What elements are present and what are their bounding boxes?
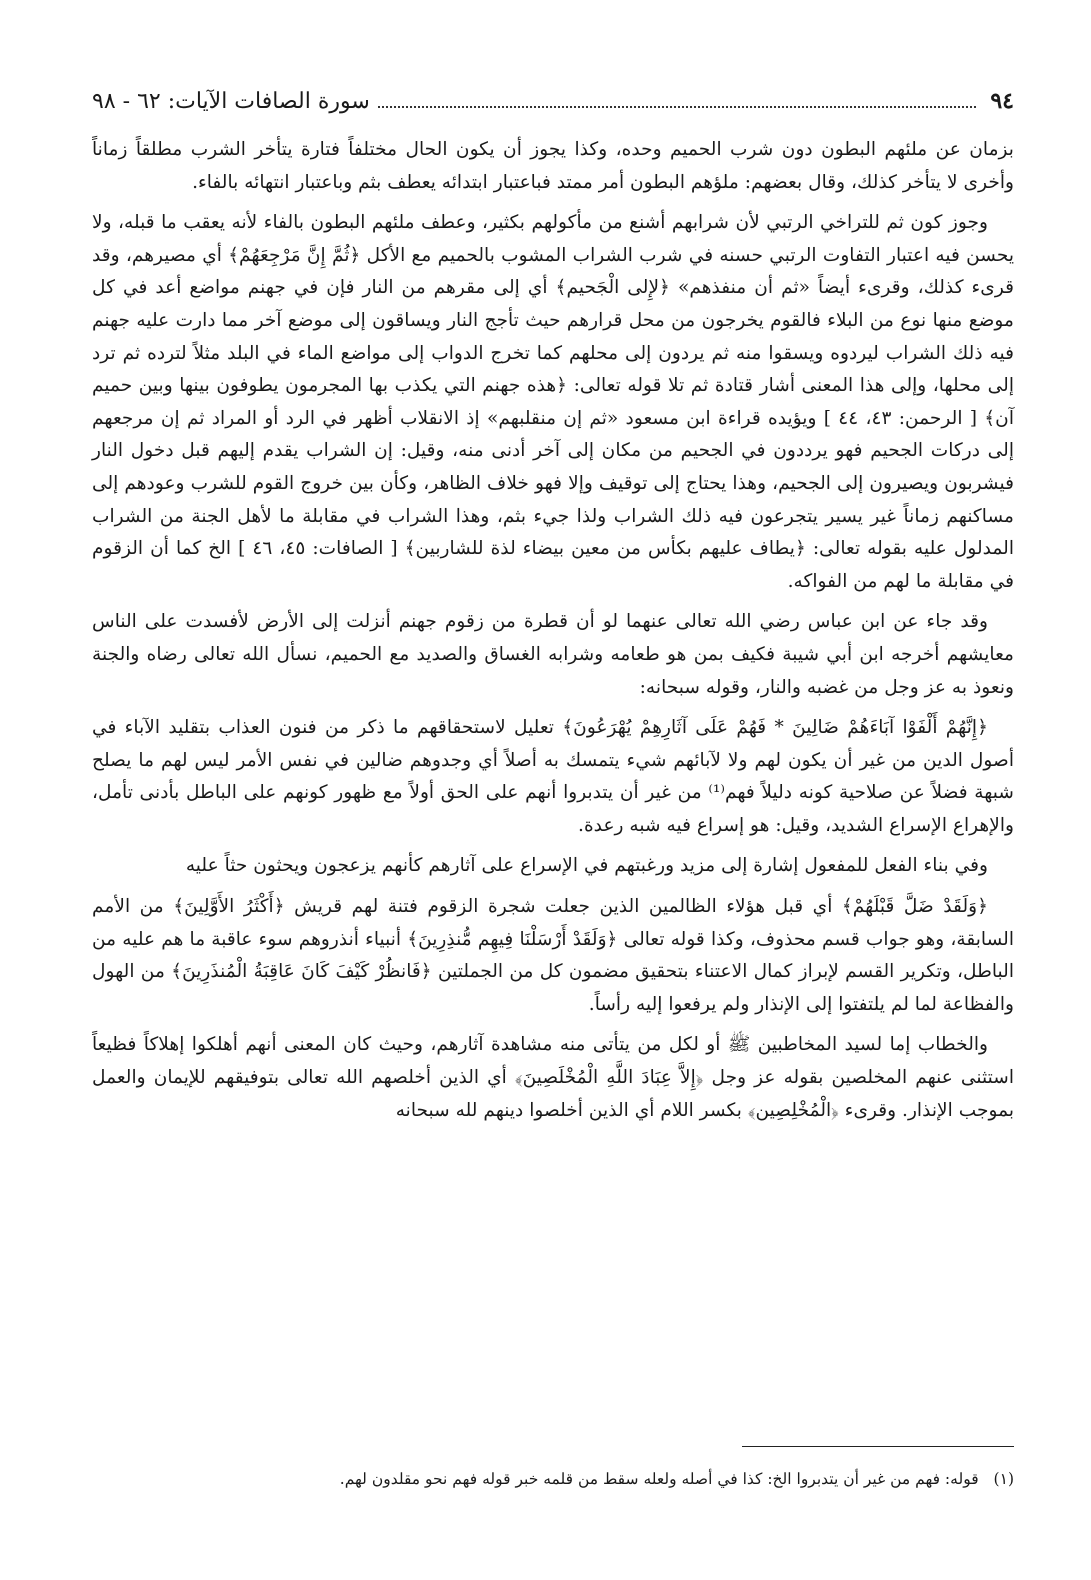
page-header (92, 88, 1014, 122)
page (92, 88, 1014, 1133)
footnote-separator (742, 1446, 1014, 1447)
footnotes (92, 1466, 1014, 1492)
paragraph-7: والخطاب إما لسيد المخاطبين ﷺ أو لكل من يتأتى منه مشاهدة آثارهم، وحيث كان المعنى أنهم أهلكوا إهلاكاً فظيعاً استثنى عنهم المخلصين بقوله عز وجل ﴿إِلاَّ عِبَادَ اللَّهِ الْمُخْلَصِينَ﴾ أي الذين أخلصهم الله تعالى بتوفيقهم للإيمان والعمل بموجب الإنذار. وقرىء ﴿الْمُخْلِصِين﴾ بكسر اللام أي الذين أخلصوا دينهم لله سبحانه (92, 1034, 1014, 1121)
header-dotted-leader (378, 92, 977, 108)
page-number: ٩٤ (990, 88, 1014, 114)
paragraph-2: وجوز كون ثم للتراخي الرتبي لأن شرابهم أشنع من مأكولهم بكثير، وعطف ملئهم البطون بالفاء لأنه يعقب ما قبله، ولا يحسن فيه اعتبار التفاوت الرتبي حسنه في شرب الشراب المشوب بالحميم مع الأكل ﴿ثُمَّ إِنَّ مَرْجِعَهُمْ﴾ أي مصيرهم، وقد قرىء كذلك، وقرىء أيضاً «ثم أن منفذهم» ﴿لإِلى الْجَحيم﴾ أي إلى مقرهم من النار فإن في جهنم مواضع أعد في كل موضع منها نوع من البلاء فالقوم يخرجون من محل قرارهم حيث تأجج النار ويساقون إلى موضع آخر مما دارت عليه جهنم فيه ذلك الشراب ليردوه ويسقوا منه ثم يردون إلى محلهم كما تخرج الدواب إلى مواضع الماء في البلد مثلاً لترده ثم ترد إلى محلها، وإلى هذا المعنى أشار قتادة ثم تلا قوله تعالى: ﴿هذه جهنم التي يكذب بها المجرمون يطوفون بينها وبين حميم آن﴾ [ الرحمن: ٤٣، ٤٤ ] ويؤيده قراءة ابن مسعود «ثم إن منقلبهم» إذ الانقلاب أظهر في الرد أو المراد ثم إن مرجعهم إلى دركات الجحيم فهو يرددون في الجحيم من مكان إلى آخر أدنى منه، وقيل: إن الشراب يقدم إليهم قبل دخول النار فيشربون ويصيرون إلى الجحيم، وهذا يحتاج إلى توقيف وإلا فهو خلاف الظاهر، وكأن بين خروج القوم للشرب وعودهم إلى مساكنهم زماناً غير يسير يتجرعون فيه ذلك الشراب ولذا جيء بثم، وهذا الشراب في مقابلة ما لأهل الجنة من الشراب المدلول عليه بقوله تعالى: ﴿يطاف عليهم بكأس من معين بيضاء لذة للشاربين﴾ [ الصافات: ٤٥، ٤٦ ] الخ كما أن الزقوم في مقابلة ما لهم من الفواكه. (92, 212, 1014, 592)
footnote-1 (92, 1466, 1014, 1492)
paragraph-4: ﴿إِنَّهُمْ أَلْفَوْا آبَاءَهُمْ ضَالِينَ * فَهُمْ عَلَى آثَارِهِمْ يُهْرَعُونَ﴾ تعليل لاستحقاقهم ما ذكر من فنون العذاب بتقليد الآباء في أصول الدين من غير أن يكون لهم ولا لآبائهم شيء يتمسك به أصلاً أي وجدوهم ضالين في نفس الأمر ليس لهم ما يصلح شبهة فضلاً عن صلاحية كونه دليلاً فهم⁽¹⁾ من غير أن يتدبروا أنهم على الحق أولاً مع ظهور كونهم على الباطل بأدنى تأمل، والإهراع الإسراع الشديد، وقيل: هو إسراع فيه شبه رعدة. (92, 717, 1014, 836)
running-title: سورة الصافات الآيات: ٦٢ - ٩٨ (92, 89, 370, 114)
paragraph-3: وقد جاء عن ابن عباس رضي الله تعالى عنهما لو أن قطرة من زقوم جهنم أنزلت إلى الأرض لأفسدت على الناس معايشهم أخرجه ابن أبي شيبة فكيف بمن هو طعامه وشرابه الغساق والصديد مع الحميم، نسأل الله تعالى رضاه والجنة ونعوذ به عز وجل من غضبه والنار، وقوله سبحانه: (92, 611, 1014, 698)
footnote-number: (١) (993, 1470, 1014, 1488)
main-text (92, 134, 1014, 1127)
paragraph-5: وفي بناء الفعل للمفعول إشارة إلى مزيد ورغبتهم في الإسراع على آثارهم كأنهم يزعجون ويحثون حثاً عليه (185, 855, 988, 877)
paragraph-1: بزمان عن ملئهم البطون دون شرب الحميم وحده، وكذا يجوز أن يكون الحال مختلفاً فتارة يتأخر الشرب مطلقاً زماناً وأخرى لا يتأخر كذلك، وقال بعضهم: ملؤهم البطون أمر ممتد فباعتبار ابتدائه يعطف بثم وباعتبار انتهائه بالفاء. (92, 139, 1014, 193)
footnote-text: قوله: فهم من غير أن يتدبروا الخ: كذا في أصله ولعله سقط من قلمه خبر قوله فهم نحو مقلدون لهم. (339, 1470, 979, 1488)
paragraph-6: ﴿وَلَقَدْ ضَلَّ قَبْلَهُمْ﴾ أي قبل هؤلاء الظالمين الذين جعلت شجرة الزقوم فتنة لهم قريش ﴿أَكْثَرُ الأَوَّلِينَ﴾ من الأمم السابقة، وهو جواب قسم محذوف، وكذا قوله تعالى ﴿وَلَقَدْ أَرْسَلْنَا فِيهِم مُّنذِرِينَ﴾ أنبياء أنذروهم سوء عاقبة ما هم عليه من الباطل، وتكرير القسم لإبراز كمال الاعتناء بتحقيق مضمون كل من الجملتين ﴿فَانظُرْ كَيْفَ كَانَ عَاقِبَةُ الْمُنذَرِينَ﴾ من الهول والفظاعة لما لم يلتفتوا إلى الإنذار ولم يرفعوا إليه رأساً. (92, 896, 1014, 1015)
